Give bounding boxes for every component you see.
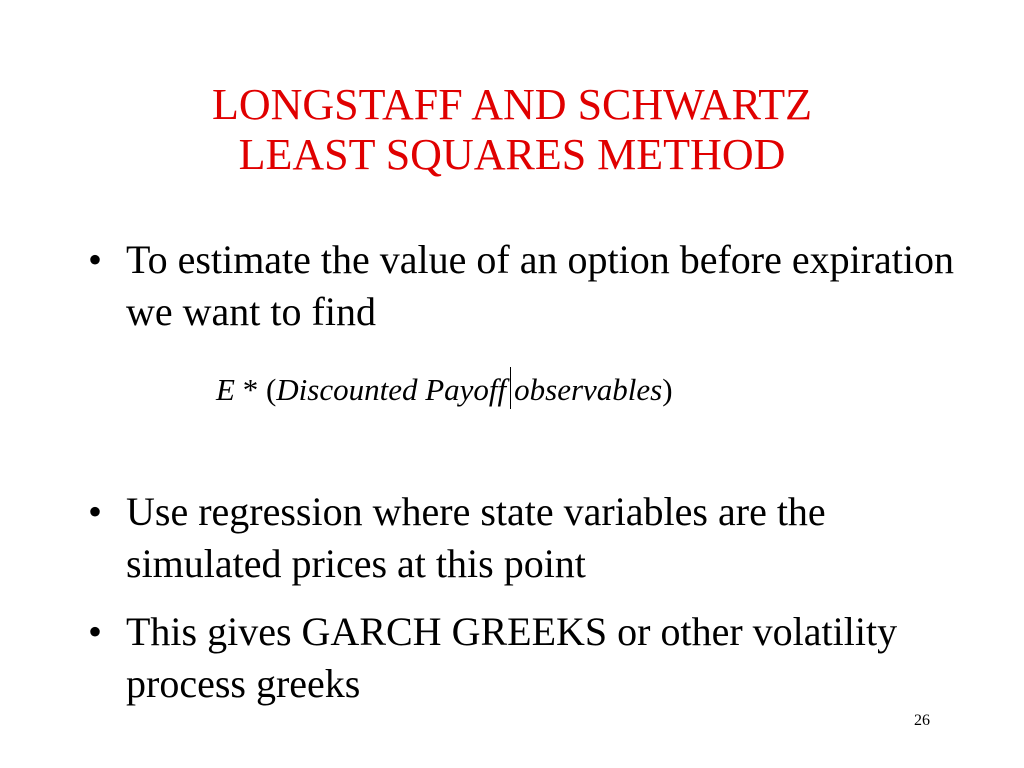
formula-close-paren: ) — [662, 372, 673, 407]
formula-open-paren: ( — [265, 372, 277, 407]
formula-given-bar — [510, 367, 511, 409]
conditional-expectation-formula — [216, 367, 673, 410]
formula-star: * — [242, 372, 259, 407]
bullet-text: This gives GARCH GREEKS or other volatility process greeks — [126, 609, 898, 706]
bullet-text: Use regression where state variables are the simulated prices at this point — [126, 489, 826, 586]
page-number: 26 — [914, 712, 930, 729]
bullet-text: To estimate the value of an option before expiration we want to find — [126, 237, 955, 334]
bullet-item-2 — [88, 486, 968, 590]
formula-expectation-symbol: E — [216, 372, 235, 407]
bullet-marker: • — [88, 609, 103, 654]
formula-discounted-payoff: Discounted Payoff — [276, 372, 507, 407]
slide-title-line-2: LEAST SQUARES METHOD — [238, 130, 786, 179]
slide-title-line-1: LONGSTAFF AND SCHWARTZ — [211, 80, 813, 129]
bullet-marker: • — [88, 237, 103, 282]
bullet-item-3 — [88, 606, 968, 710]
slide-title — [0, 80, 1024, 180]
formula-observables: observables — [514, 372, 663, 407]
bullet-marker: • — [88, 489, 103, 534]
bullet-item-1 — [88, 234, 968, 338]
